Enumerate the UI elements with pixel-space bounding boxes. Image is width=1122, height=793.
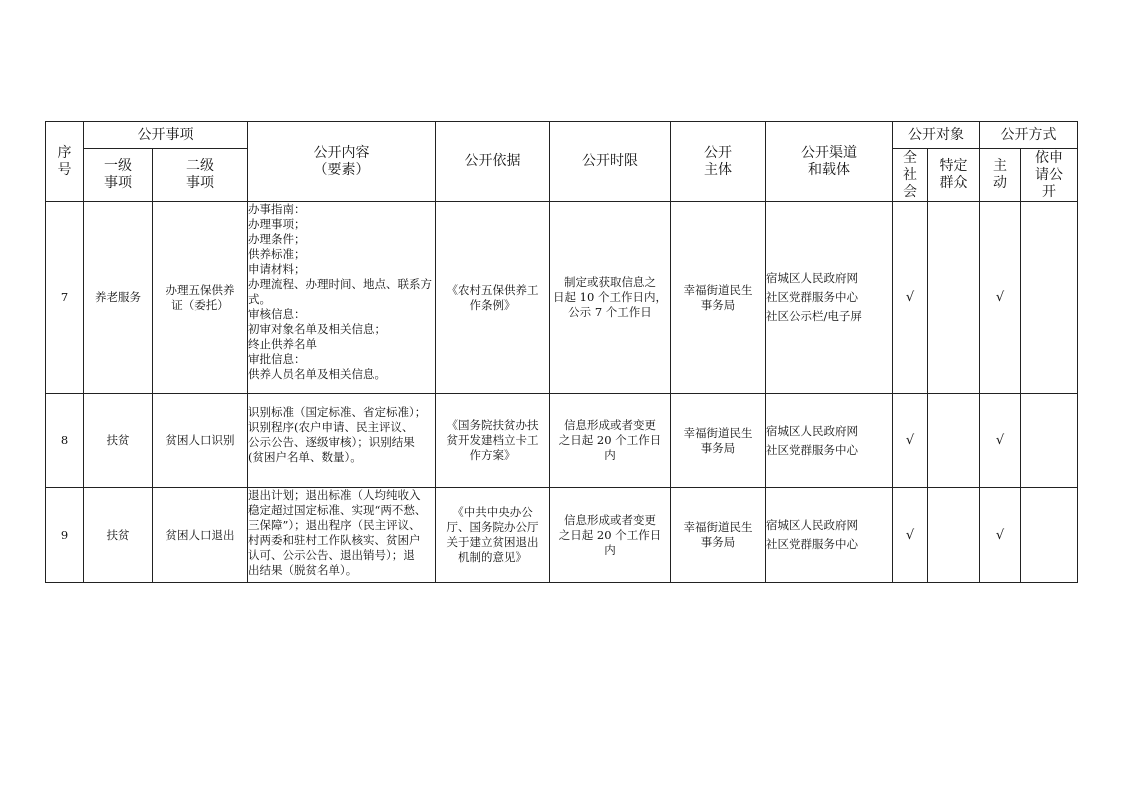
header-text: 群众 <box>939 175 968 191</box>
level1-cell: 扶贫 <box>84 394 153 488</box>
cell-line: 办理五保供养 <box>165 282 235 297</box>
time-limit-cell <box>550 202 671 394</box>
cell-line: 《国务院扶贫办扶 <box>446 418 539 432</box>
cell-line: 贫开发建档立卡工 <box>446 433 539 447</box>
cell-line: (贫困户名单、数量）。 <box>248 450 362 464</box>
channel-cell <box>766 394 893 488</box>
header-text: （要素） <box>313 161 370 178</box>
cell-line: 稳定超过国定标准、实现“两不愁、 <box>248 503 427 517</box>
header-channel <box>766 122 893 202</box>
target-all-check: √ <box>893 394 928 488</box>
channel-cell <box>766 202 893 394</box>
cell-line: 社区党群服务中心 <box>766 290 858 304</box>
table-row <box>46 488 1078 583</box>
basis-cell <box>436 394 550 488</box>
header-text: 序 <box>57 144 72 161</box>
header-text: 开 <box>1042 183 1056 200</box>
cell-line: 社区党群服务中心 <box>766 442 858 457</box>
cell-line: 宿城区人民政府网 <box>766 518 858 532</box>
header-text: 公开内容 <box>313 144 370 161</box>
cell-line: 办理条件； <box>248 232 306 246</box>
method-apply-check <box>1021 202 1078 394</box>
content-cell <box>248 488 436 583</box>
cell-line: 申请材料； <box>248 262 306 276</box>
cell-line: 内 <box>604 448 616 462</box>
header-text: 特定 <box>939 158 968 174</box>
cell-line: 宿城区人民政府网 <box>766 423 858 438</box>
header-text: 社 <box>903 166 917 183</box>
cell-line: 出结果（脱贫名单）。 <box>248 563 358 577</box>
header-matter-group: 公开事项 <box>84 122 248 149</box>
cell-line: 作方案》 <box>469 448 516 462</box>
cell-line: 关于建立贫困退出 <box>446 535 539 549</box>
cell-line: 贫困人口识别 <box>165 433 235 447</box>
header-subject <box>671 122 766 202</box>
basis-cell <box>436 202 550 394</box>
header-method-active <box>980 149 1021 202</box>
header-method-group: 公开方式 <box>980 122 1078 149</box>
subject-cell <box>671 394 766 488</box>
header-text: 动 <box>993 175 1007 191</box>
header-text: 号 <box>57 161 72 178</box>
header-text: 二级 <box>186 158 214 174</box>
cell-line: 认可、公示公告、退出销号）；退 <box>248 548 415 562</box>
level1-cell: 养老服务 <box>84 202 153 394</box>
cell-line: 证（委托） <box>171 297 229 312</box>
method-apply-check <box>1021 394 1078 488</box>
cell-line: 作条例》 <box>469 297 516 312</box>
time-limit-cell <box>550 394 671 488</box>
header-target-specific <box>928 149 980 202</box>
header-seq <box>46 122 84 202</box>
header-basis: 公开依据 <box>436 122 550 202</box>
cell-line: 制定或获取信息之 <box>564 275 656 289</box>
cell-line: 社区党群服务中心 <box>766 537 858 551</box>
cell-line: 办事指南： <box>248 202 306 216</box>
cell-line: 幸福街道民生 <box>683 282 753 297</box>
method-active-check: √ <box>980 488 1021 583</box>
method-active-check: √ <box>980 394 1021 488</box>
header-time-limit: 公开时限 <box>550 122 671 202</box>
header-text: 事项 <box>186 175 214 191</box>
header-target-group: 公开对象 <box>893 122 980 149</box>
cell-line: 《农村五保供养工 <box>446 282 539 297</box>
cell-line: 初审对象名单及相关信息； <box>248 322 386 336</box>
content-cell <box>248 202 436 394</box>
seq-cell: 8 <box>46 394 84 488</box>
level1-cell: 扶贫 <box>84 488 153 583</box>
header-level1 <box>84 149 153 202</box>
table-row <box>46 202 1078 394</box>
cell-line: 信息形成或者变更 <box>564 418 656 432</box>
cell-line: 厅、国务院办公厅 <box>446 520 539 534</box>
subject-cell <box>671 202 766 394</box>
target-specific-check <box>928 394 980 488</box>
cell-line: 办理流程、办理时间、地点、联系方式。 <box>248 277 432 306</box>
cell-line: 日起 10 个工作日内， <box>553 290 667 304</box>
cell-line: 供养人员名单及相关信息。 <box>248 367 386 381</box>
channel-cell <box>766 488 893 583</box>
content-cell <box>248 394 436 488</box>
time-limit-cell <box>550 488 671 583</box>
cell-line: 事务局 <box>700 440 736 455</box>
header-text: 会 <box>903 183 917 200</box>
cell-line: 幸福街道民生 <box>683 520 753 534</box>
cell-line: 退出计划；退出标准（人均纯收入 <box>248 488 421 502</box>
header-text: 事项 <box>104 175 132 191</box>
cell-line: 《中共中央办公 <box>452 505 533 519</box>
cell-line: 贫困人口退出 <box>165 527 235 542</box>
header-text: 依申 <box>1035 149 1063 166</box>
target-specific-check <box>928 202 980 394</box>
header-text: 和载体 <box>808 161 850 178</box>
header-text: 全 <box>903 149 917 166</box>
cell-line: 社区公示栏/电子屏 <box>766 309 862 323</box>
target-all-check: √ <box>893 202 928 394</box>
disclosure-table <box>45 121 1078 583</box>
method-active-check: √ <box>980 202 1021 394</box>
cell-line: 终止供养名单 <box>248 337 317 351</box>
cell-line: 审批信息： <box>248 352 306 366</box>
target-specific-check <box>928 488 980 583</box>
header-text: 主 <box>993 158 1007 174</box>
method-apply-check <box>1021 488 1078 583</box>
target-all-check: √ <box>893 488 928 583</box>
table-row <box>46 394 1078 488</box>
cell-line: 供养标准； <box>248 247 306 261</box>
header-target-all <box>893 149 928 202</box>
header-text: 主体 <box>704 161 732 178</box>
header-text: 公开 <box>704 144 732 161</box>
cell-line: 村两委和驻村工作队核实、贫困户 <box>248 533 421 547</box>
cell-line: 信息形成或者变更 <box>564 512 656 527</box>
header-method-apply <box>1021 149 1078 202</box>
cell-line: 审核信息： <box>248 307 306 321</box>
seq-cell: 9 <box>46 488 84 583</box>
level2-cell <box>153 488 248 583</box>
cell-line: 识别程序(农户申请、民主评议、 <box>248 420 414 434</box>
header-text: 请公 <box>1035 166 1063 183</box>
cell-line: 公示 7 个工作日 <box>568 305 652 319</box>
cell-line: 办理事项； <box>248 217 306 231</box>
level2-cell <box>153 394 248 488</box>
cell-line: 幸福街道民生 <box>683 425 753 440</box>
cell-line: 公示公告、逐级审核）；识别结果 <box>248 435 415 449</box>
header-content <box>248 122 436 202</box>
cell-line: 之日起 20 个工作日 <box>558 433 662 447</box>
basis-cell <box>436 488 550 583</box>
cell-line: 识别标准（国定标准、省定标准）； <box>248 405 427 419</box>
subject-cell <box>671 488 766 583</box>
cell-line: 三保障”）；退出程序（民主评议、 <box>248 518 421 532</box>
level2-cell <box>153 202 248 394</box>
cell-line: 之日起 20 个工作日 <box>558 527 662 542</box>
cell-line: 机制的意见》 <box>458 550 527 564</box>
header-text: 公开渠道 <box>801 144 857 161</box>
header-text: 一级 <box>104 158 132 174</box>
cell-line: 事务局 <box>700 535 736 549</box>
seq-cell: 7 <box>46 202 84 394</box>
cell-line: 内 <box>604 542 616 557</box>
header-level2 <box>153 149 248 202</box>
cell-line: 事务局 <box>700 297 736 312</box>
cell-line: 宿城区人民政府网 <box>766 271 858 285</box>
